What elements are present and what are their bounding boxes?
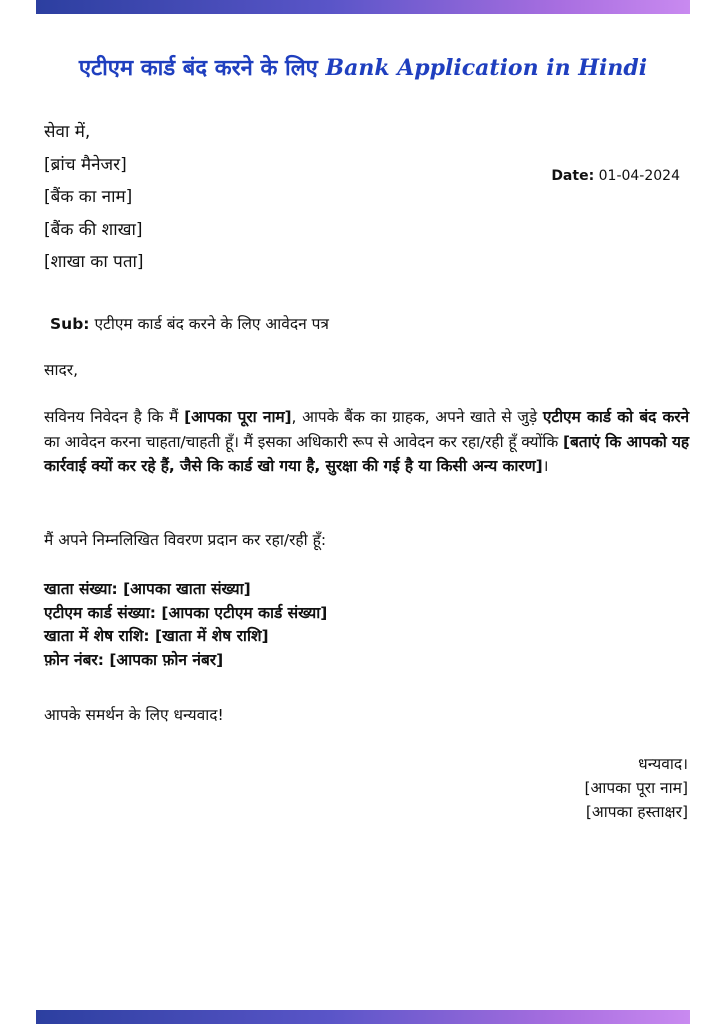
body-text-3: का आवेदन करना चाहता/चाहती हूँ। मैं इसका अधिकारी रूप से आवेदन कर रहा/रही हूँ क्योंकि <box>44 432 564 451</box>
body-bold-atm: एटीएम कार्ड को बंद करने <box>542 408 690 426</box>
signoff-name: [आपका पूरा नाम] <box>584 779 688 797</box>
subject-line <box>50 312 329 334</box>
body-paragraph <box>44 405 689 479</box>
date-line <box>551 168 680 184</box>
date-value: 01-04-2024 <box>598 168 680 184</box>
recipient-branch-address: [शाखा का पता] <box>44 252 144 272</box>
body-bold-name: [आपका पूरा नाम] <box>184 408 292 426</box>
body-text-1: सविनय निवेदन है कि मैं <box>44 408 185 426</box>
top-gradient-bar <box>36 0 690 14</box>
recipient-branch-manager: [ब्रांच मैनेजर] <box>44 154 127 175</box>
recipient-bank-branch: [बैंक की शाखा] <box>44 219 143 240</box>
signoff-signature: [आपका हस्ताक्षर] <box>585 803 688 821</box>
recipient-greeting: सेवा में, <box>44 122 91 142</box>
page-title <box>36 52 690 82</box>
recipient-block <box>44 116 144 279</box>
date-label: Date: <box>551 168 595 184</box>
details-intro: मैं अपने निम्नलिखित विवरण प्रदान कर रहा/रही हूँ: <box>44 531 327 549</box>
detail-account-balance: खाता में शेष राशि: [खाता में शेष राशि] <box>44 627 269 645</box>
body-text-2: , आपके बैंक का ग्राहक, अपने खाते से जुड़े <box>291 408 543 426</box>
title-hindi: एटीएम कार्ड बंद करने के लिए <box>78 56 318 81</box>
signoff-thanks: धन्यवाद। <box>638 755 688 773</box>
detail-phone-number: फ़ोन नंबर: [आपका फ़ोन नंबर] <box>44 650 224 669</box>
closing-thanks: आपके समर्थन के लिए धन्यवाद! <box>44 706 224 724</box>
detail-atm-card-number: एटीएम कार्ड संख्या: [आपका एटीएम कार्ड संख्या] <box>44 603 328 622</box>
body-text-4: । <box>542 457 549 475</box>
recipient-bank-name: [बैंक का नाम] <box>44 187 133 207</box>
detail-account-number: खाता संख्या: [आपका खाता संख्या] <box>44 580 251 598</box>
body-bold-reason: [बताएं कि आपको यह कार्रवाई क्यों कर रहे हैं, जैसे कि कार्ड खो गया है, सुरक्षा की गई है या किसी अन्य कारण] <box>44 432 689 475</box>
signoff-block <box>584 752 688 824</box>
details-list <box>44 578 327 672</box>
bottom-gradient-bar <box>36 1010 690 1024</box>
subject-text: एटीएम कार्ड बंद करने के लिए आवेदन पत्र <box>94 315 329 333</box>
subject-label: Sub: <box>50 315 90 333</box>
title-english: Bank Application in Hindi <box>325 55 648 81</box>
salutation: सादर, <box>44 361 78 379</box>
